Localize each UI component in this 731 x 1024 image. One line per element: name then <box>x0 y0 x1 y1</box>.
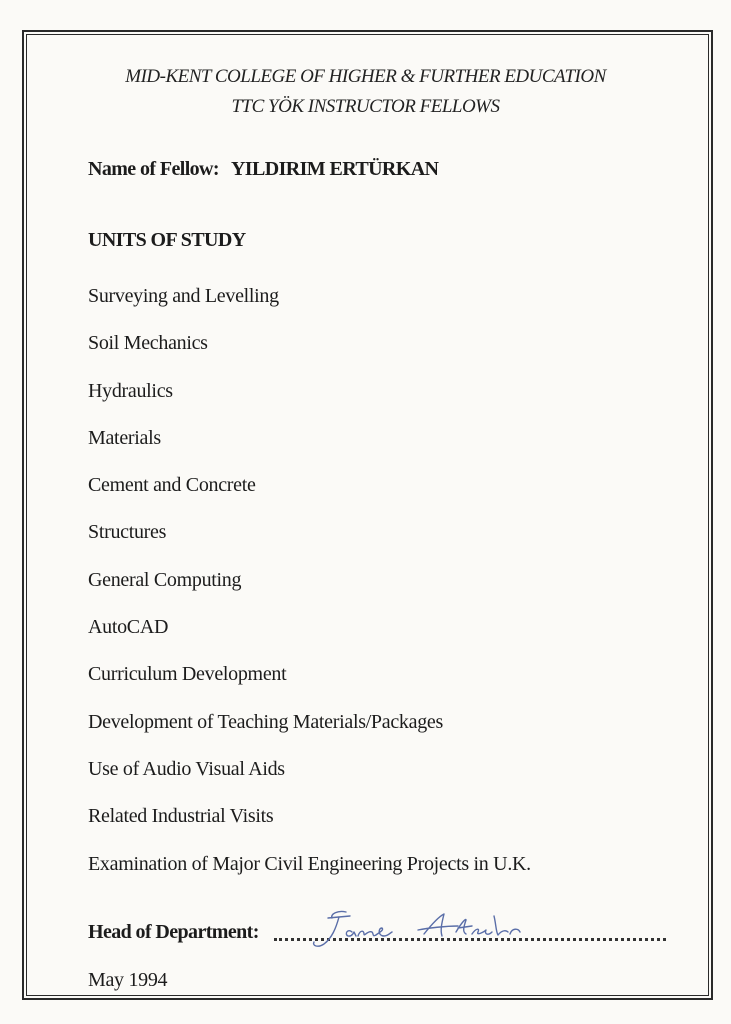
fellow-label: Name of Fellow: <box>88 158 219 180</box>
institution-heading: MID-KENT COLLEGE OF HIGHER & FURTHER EDUCATION <box>125 66 606 87</box>
unit-item: Examination of Major Civil Engineering Projects in U.K. <box>88 852 531 875</box>
unit-item: Use of Audio Visual Aids <box>88 757 285 780</box>
fellow-line <box>88 158 438 181</box>
units-list <box>88 283 531 898</box>
unit-item: Surveying and Levelling <box>88 285 279 307</box>
unit-item: Curriculum Development <box>88 663 287 686</box>
unit-item: Soil Mechanics <box>88 332 208 355</box>
fellow-name: YILDIRIM ERTÜRKAN <box>230 158 439 180</box>
unit-item: General Computing <box>88 568 242 591</box>
document-date: May 1994 <box>88 969 168 991</box>
unit-item: Materials <box>88 426 161 449</box>
unit-item: Development of Teaching Materials/Packages <box>88 710 443 733</box>
unit-item: Related Industrial Visits <box>88 805 274 828</box>
unit-item: AutoCAD <box>88 616 169 639</box>
handwritten-signature <box>306 902 536 954</box>
unit-item: Hydraulics <box>88 379 173 402</box>
unit-item: Structures <box>88 521 167 544</box>
program-heading: TTC YÖK INSTRUCTOR FELLOWS <box>231 96 500 117</box>
head-of-department-label: Head of Department: <box>88 921 259 943</box>
unit-item: Cement and Concrete <box>88 474 256 497</box>
units-title: UNITS OF STUDY <box>88 229 246 251</box>
